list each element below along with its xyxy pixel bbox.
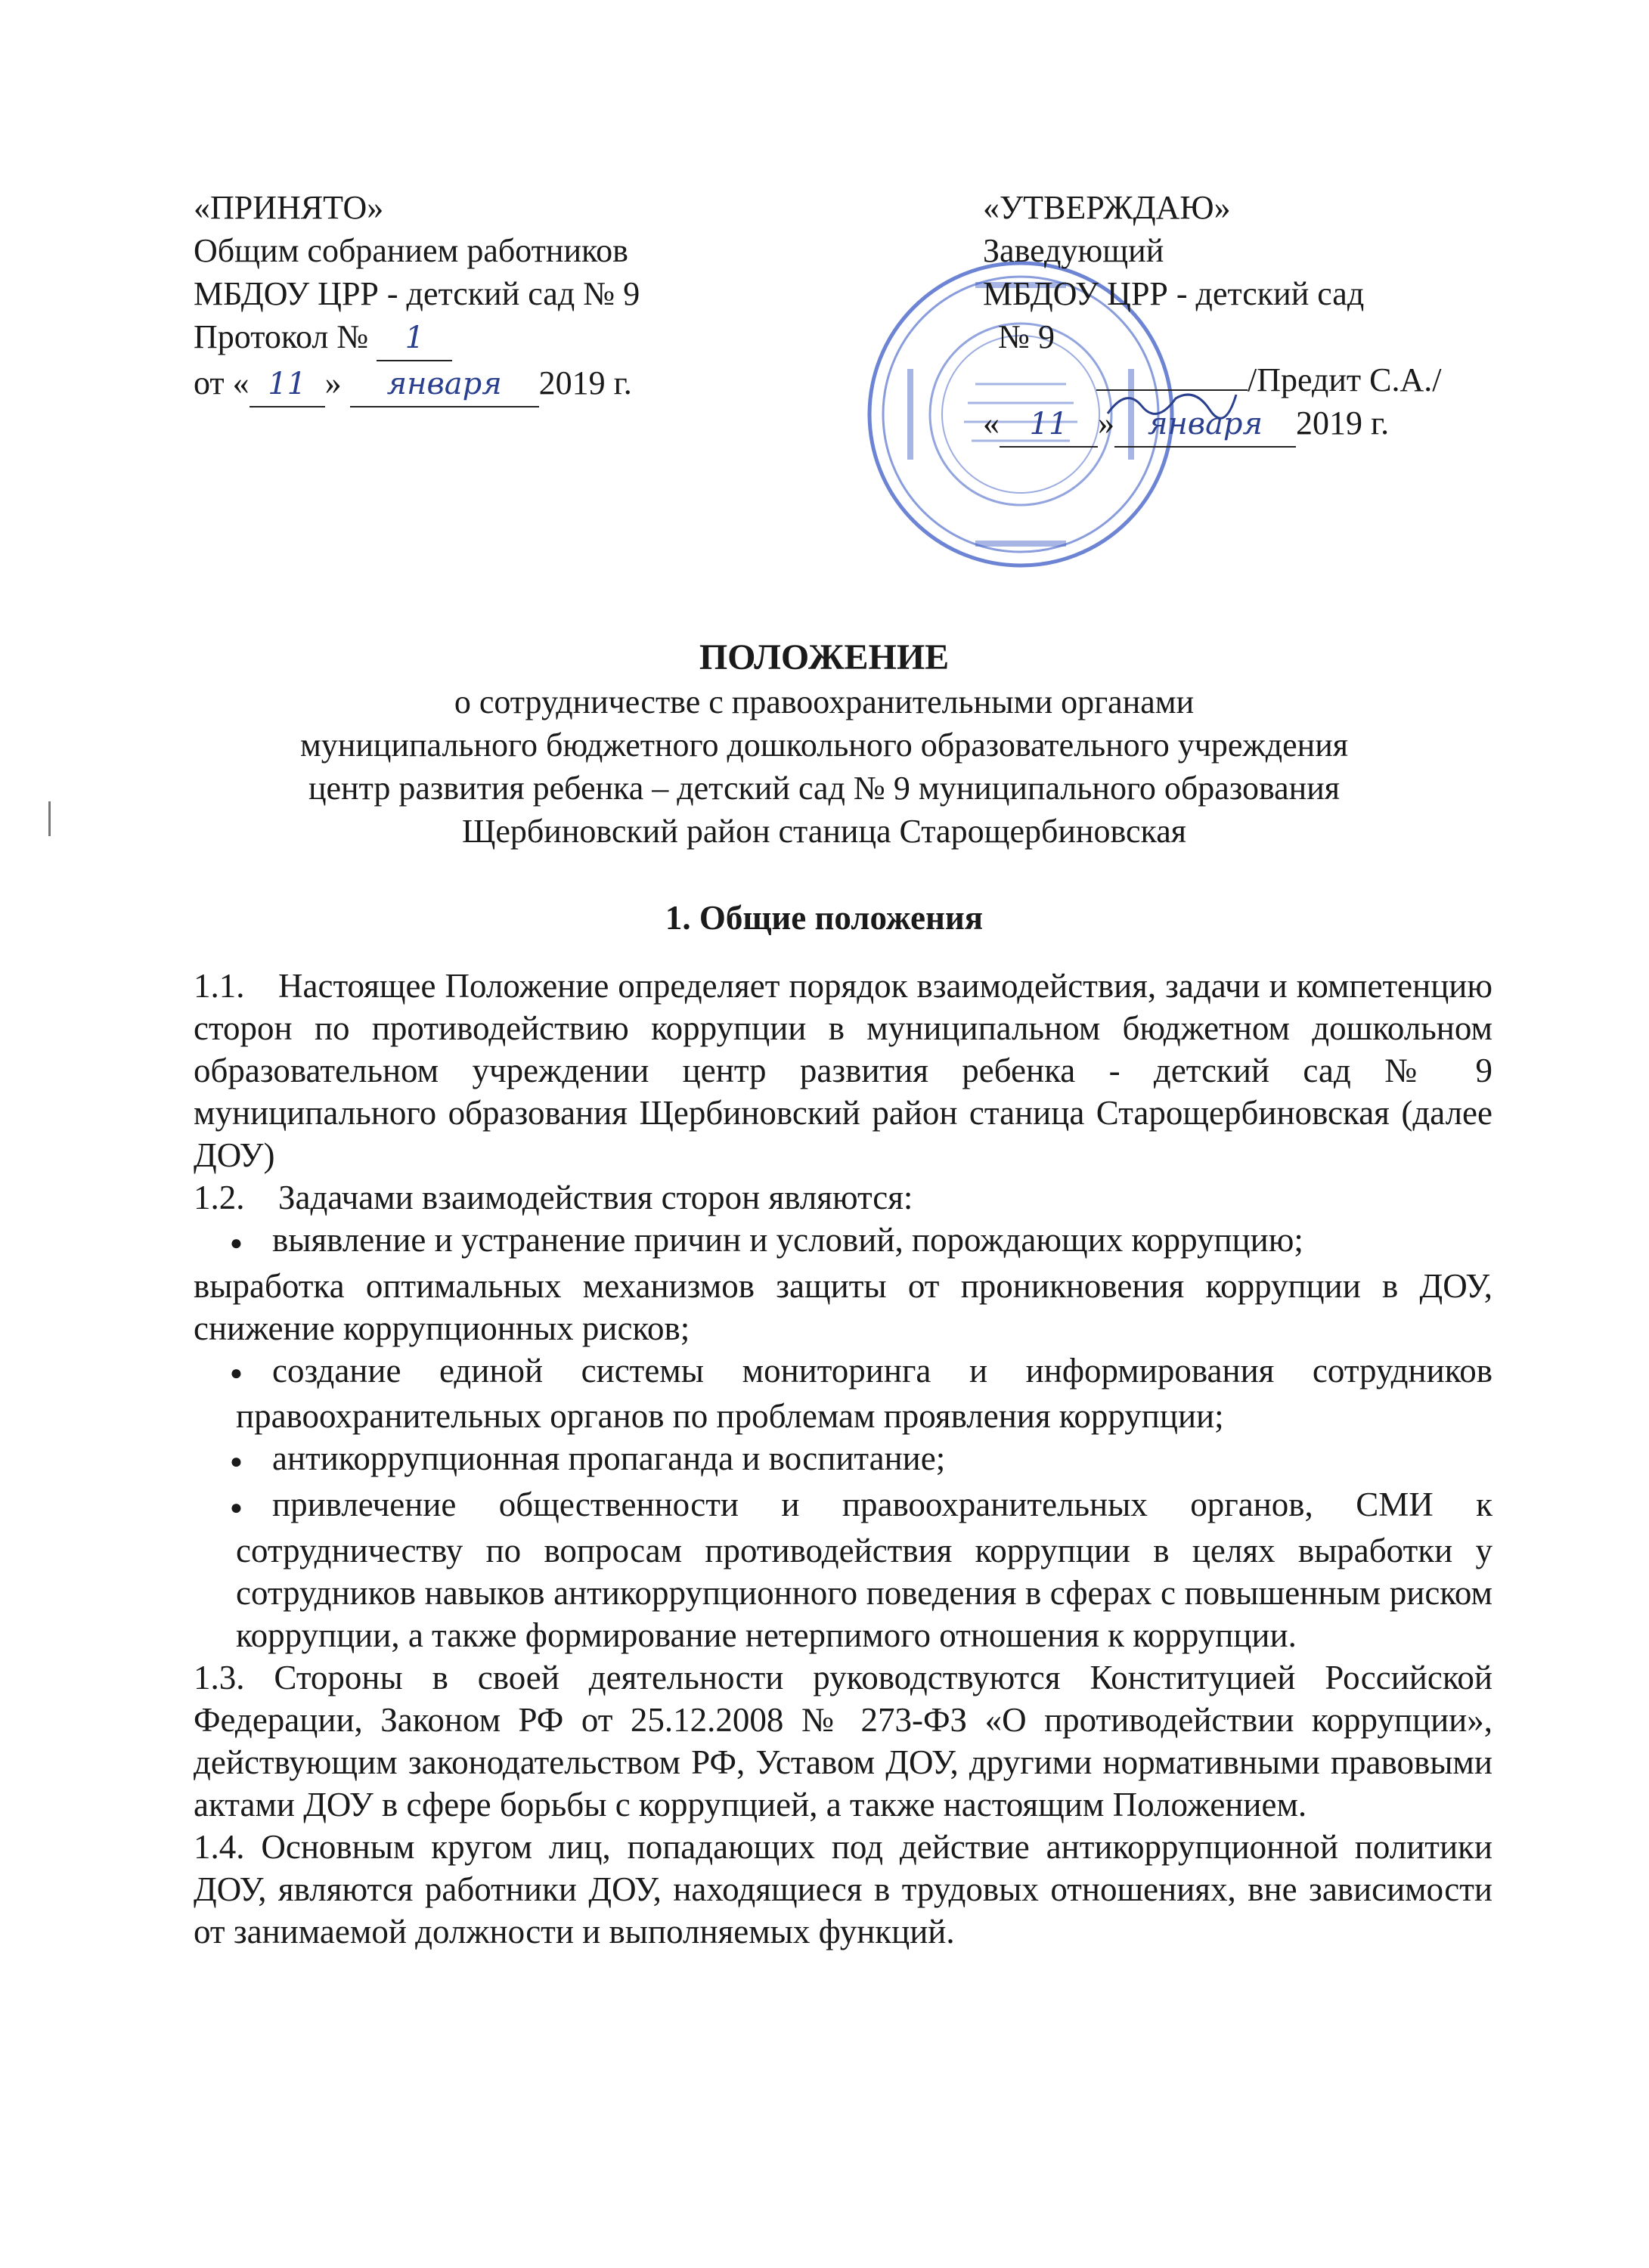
approved-org-number: № 9: [998, 318, 1055, 355]
paragraph-1-2: [194, 1176, 1492, 1219]
accepted-protocol: [194, 315, 640, 361]
date-month-field: [1114, 401, 1296, 448]
bullet-dot-icon: ●: [230, 1450, 243, 1474]
approved-position: Заведующий: [983, 232, 1164, 269]
date-mid: »: [324, 364, 342, 401]
title-line: Щербиновский район станица Старощербиновская: [461, 813, 1186, 850]
list-item-text: привлечение общественности и правоохранительных органов, СМИ к сотрудничеству по вопросам противодействия коррупции в целях выработки у сотрудников навыков антикоррупционного поведения в сферах с повышенным риском коррупции, а также формирование нетерпимого отношения к коррупции.: [236, 1486, 1492, 1654]
date-mid: »: [1098, 404, 1114, 442]
approved-heading: «УТВЕРЖДАЮ»: [983, 189, 1231, 226]
paragraph-number: 1.2.: [194, 1179, 245, 1216]
bullet-dot-icon: ●: [230, 1362, 243, 1386]
document-title: [151, 635, 1497, 853]
date-prefix: «: [983, 404, 1000, 442]
date-prefix: от «: [194, 364, 250, 401]
accepted-org: МБДОУ ЦРР - детский сад № 9: [194, 275, 640, 312]
accepted-body: Общим собранием работников: [194, 232, 628, 269]
list-item: [194, 1483, 1492, 1656]
bullet-dot-icon: ●: [230, 1495, 243, 1520]
date-day: 11: [1029, 407, 1068, 442]
approved-signature-line: [983, 358, 1441, 401]
date-day: 11: [268, 367, 307, 401]
list-item-text: создание единой системы мониторинга и информирования сотрудников правоохранительных органов по проблемам проявления коррупции;: [236, 1351, 1492, 1436]
protocol-number: 1: [405, 321, 425, 355]
accepted-date: [194, 361, 640, 407]
list-item: [194, 1219, 1492, 1265]
title-main: ПОЛОЖЕНИЕ: [699, 637, 950, 677]
list-item-text: антикоррупционная пропаганда и воспитание;: [272, 1439, 946, 1478]
paragraph-1-3: 1.3. Стороны в своей деятельности руководствуются Конституцией Российской Федерации, Законом РФ от 25.12.2008 № 273-ФЗ «О противодействии коррупции», действующим законодательством РФ, Уставом ДОУ, другими нормативными правовыми актами ДОУ в сфере борьбы с коррупцией, а также настоящим Положением.: [194, 1658, 1492, 1823]
margin-mark: [48, 801, 51, 836]
paragraph-plain: выработка оптимальных механизмов защиты от проникновения коррупции в ДОУ, снижение коррупционных рисков;: [194, 1266, 1492, 1347]
signature-field: [1096, 389, 1248, 391]
title-line: муниципального бюджетного дошкольного образовательного учреждения: [299, 727, 1349, 764]
list-item: [194, 1349, 1492, 1438]
bullet-dot-icon: ●: [230, 1231, 243, 1255]
approval-block-approved: [983, 186, 1441, 448]
protocol-number-field: [377, 315, 452, 361]
approval-block-accepted: [194, 186, 640, 407]
approved-date: [983, 401, 1441, 448]
paragraph-text: Задачами взаимодействия сторон являются:: [278, 1179, 913, 1216]
date-year: 2019 г.: [1296, 404, 1390, 442]
paragraph-number: 1.1.: [194, 967, 245, 1005]
date-year: 2019 г.: [538, 364, 632, 401]
date-month-field: [350, 361, 539, 407]
signature-name: /Предит С.А./: [1248, 361, 1442, 398]
list-item: [194, 1437, 1492, 1483]
protocol-label: Протокол №: [194, 318, 369, 355]
section-heading: 1. Общие положения: [665, 899, 984, 937]
paragraph-text: Настоящее Положение определяет порядок взаимодействия, задачи и компетенцию сторон по противодействию коррупции в муниципальном бюджетном дошкольном образовательном учреждении центр развития ребенка - детский сад № 9 муниципального образования Щербиновский район станица Старощербиновская (далее ДОУ): [194, 967, 1492, 1174]
date-month: января: [1147, 407, 1263, 442]
title-line: центр развития ребенка – детский сад № 9 муниципального образования: [308, 770, 1341, 807]
list-item-text: выявление и устранение причин и условий, порождающих коррупцию;: [272, 1221, 1303, 1259]
date-day-field: [1000, 401, 1098, 448]
date-month: января: [386, 367, 502, 401]
date-day-field: [250, 361, 325, 407]
paragraph-1-1: [194, 965, 1492, 1176]
section-body: [194, 965, 1492, 1953]
accepted-heading: «ПРИНЯТО»: [194, 189, 384, 226]
paragraph-1-4: 1.4. Основным кругом лиц, попадающих под действие антикоррупционной политики ДОУ, являются работники ДОУ, находящиеся в трудовых отношениях, вне зависимости от занимаемой должности и выполняемых функций.: [194, 1827, 1492, 1950]
approved-org: МБДОУ ЦРР - детский сад: [983, 275, 1365, 312]
title-line: о сотрудничестве с правоохранительными органами: [454, 683, 1195, 720]
